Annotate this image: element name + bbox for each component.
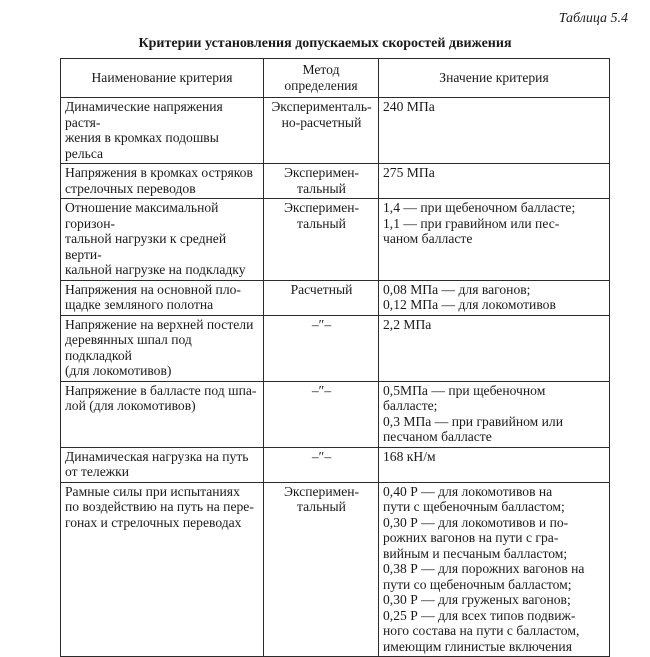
- criterion-cell-line: Напряжения на основной пло-: [65, 281, 241, 297]
- method-cell: [264, 381, 379, 447]
- table-body: [61, 98, 610, 657]
- method-cell-line: –″–: [311, 316, 332, 332]
- method-cell-line: Расчетный: [290, 281, 353, 297]
- value-cell-line: 1,4 — при щебеночном балласте;: [383, 200, 576, 215]
- value-cell: [379, 315, 610, 381]
- criterion-cell: [61, 381, 264, 447]
- value-cell-line: 0,38 Р — для порожних вагонов на: [383, 561, 585, 576]
- table-row: [61, 447, 610, 482]
- criterion-cell-line: лой (для локомотивов): [65, 398, 196, 413]
- criterion-cell-line: деревянных шпал под подкладкой: [65, 332, 192, 363]
- header-method-line-2: определения: [284, 77, 358, 93]
- table-row: [61, 199, 610, 281]
- value-cell: [379, 280, 610, 315]
- value-cell-line: 1,1 — при гравийном или пес-: [383, 215, 560, 231]
- header-method-line-1: Метод: [302, 62, 340, 77]
- value-cell-line: 0,40 Р — для локомотивов на: [383, 483, 553, 499]
- method-cell-line: тальный: [297, 180, 346, 196]
- value-cell: [379, 164, 610, 199]
- value-cell-line: балласте;: [383, 398, 438, 413]
- value-cell-line: песчаном балласте: [383, 429, 492, 444]
- method-cell: [264, 482, 379, 657]
- value-cell: [379, 482, 610, 657]
- value-cell-line: 168 кН/м: [383, 448, 436, 464]
- method-cell-line: Эксперименталь-: [271, 99, 372, 114]
- table-row: [61, 164, 610, 199]
- criterion-cell-line: щадке земляного полотна: [65, 297, 214, 312]
- criterion-cell-line: Динамическая нагрузка на путь: [65, 448, 249, 464]
- value-cell-line: 275 МПа: [383, 165, 435, 180]
- criterion-cell: [61, 199, 264, 281]
- table-row: [61, 98, 610, 164]
- value-cell-line: 0,5МПа — при щебеночном: [383, 382, 546, 398]
- header-row: [61, 59, 610, 98]
- criterion-cell-line: по воздействию на путь на пере-: [65, 499, 254, 514]
- criterion-cell: [61, 98, 264, 164]
- value-cell-line: рожних вагонов на пути с гра-: [383, 530, 559, 545]
- table-row: [61, 315, 610, 381]
- criterion-cell-line: от тележки: [65, 464, 130, 479]
- value-cell-line: 2,2 МПа: [383, 316, 432, 332]
- criterion-cell-line: (для локомотивов): [65, 363, 172, 378]
- criterion-cell-line: Динамические напряжения растя-: [65, 99, 223, 130]
- criterion-cell-line: кальной нагрузке на подкладку: [65, 262, 246, 277]
- criterion-cell-line: стрелочных переводов: [65, 180, 196, 196]
- value-cell-line: пути со щебеночным балластом;: [383, 576, 572, 592]
- table-title: Критерии установления допускаемых скоростей движения: [138, 36, 512, 51]
- value-cell-line: ного состава на пути с балластом,: [383, 623, 580, 638]
- criterion-cell-line: Напряжение в балласте под шпа-: [65, 382, 257, 398]
- method-cell: [264, 315, 379, 381]
- method-cell-line: Эксперимен-: [283, 165, 360, 180]
- value-cell-line: чаном балласте: [383, 231, 473, 246]
- method-cell: [264, 98, 379, 164]
- method-cell-line: Эксперимен-: [283, 200, 360, 215]
- value-cell: [379, 381, 610, 447]
- method-cell: [264, 199, 379, 281]
- criterion-cell: [61, 447, 264, 482]
- table-row: [61, 482, 610, 657]
- criterion-cell: [61, 315, 264, 381]
- criterion-cell-line: Рамные силы при испытаниях: [65, 483, 240, 499]
- method-cell-line: но-расчетный: [281, 114, 362, 130]
- criterion-cell: [61, 280, 264, 315]
- value-cell-line: пути с щебеночным балластом;: [383, 499, 565, 514]
- method-cell: [264, 164, 379, 199]
- criterion-cell-line: Напряжения в кромках остряков: [65, 165, 253, 180]
- criterion-cell-line: гонах и стрелочных переводах: [65, 514, 242, 530]
- method-cell: [264, 447, 379, 482]
- criterion-cell: [61, 482, 264, 657]
- value-cell: [379, 199, 610, 281]
- method-cell-line: тальный: [297, 215, 346, 231]
- method-cell-line: –″–: [311, 448, 332, 464]
- value-cell-line: 0,08 МПа — для вагонов;: [383, 281, 531, 297]
- table-number: Таблица 5.4: [558, 11, 628, 26]
- criterion-cell-line: жения в кромках подошвы рельса: [65, 130, 219, 161]
- criterion-cell-line: Напряжение на верхней постели: [65, 316, 254, 332]
- criterion-cell: [61, 164, 264, 199]
- header-value: Значение критерия: [379, 59, 610, 98]
- criterion-cell-line: Отношение максимальной горизон-: [65, 200, 219, 231]
- value-cell: [379, 98, 610, 164]
- header-criterion: Наименование критерия: [61, 59, 264, 98]
- value-cell-line: вийным и песчаным балластом;: [383, 545, 568, 561]
- method-cell-line: –″–: [311, 382, 332, 398]
- value-cell-line: 240 МПа: [383, 99, 435, 114]
- table-row: [61, 280, 610, 315]
- value-cell: [379, 447, 610, 482]
- value-cell-line: 0,12 МПа — для локомотивов: [383, 297, 556, 312]
- value-cell-line: 0,30 Р — для локомотивов и по-: [383, 514, 569, 530]
- method-cell-line: тальный: [297, 499, 346, 514]
- value-cell-line: 0,25 Р — для всех типов подвиж-: [383, 607, 576, 623]
- table-row: [61, 381, 610, 447]
- value-cell-line: 0,30 Р — для груженых вагонов;: [383, 592, 571, 607]
- header-method: [264, 59, 379, 98]
- value-cell-line: 0,3 МПа — при гравийном или: [383, 413, 563, 429]
- criteria-table: [60, 58, 610, 657]
- method-cell: [264, 280, 379, 315]
- criterion-cell-line: тальной нагрузки к средней верти-: [65, 231, 227, 262]
- value-cell-line: имеющим глинистые включения: [383, 638, 572, 654]
- method-cell-line: Эксперимен-: [283, 483, 360, 499]
